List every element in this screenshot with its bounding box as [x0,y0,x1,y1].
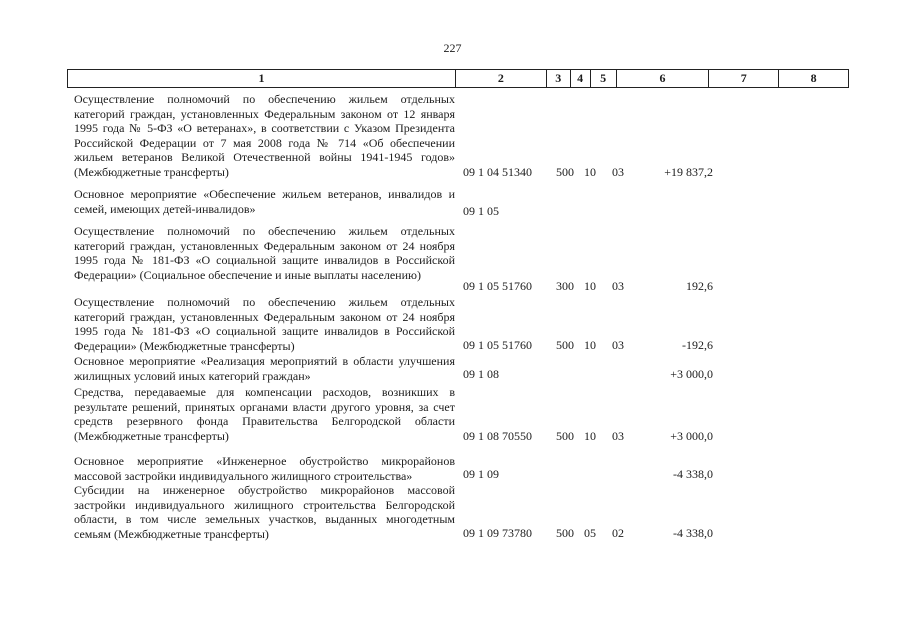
row-vr: 500 [556,526,574,540]
row-code: 09 1 05 51760 [463,279,532,293]
row-rz: 10 [584,279,596,293]
header-col-2: 2 [456,70,547,87]
header-col-1: 1 [68,70,456,87]
row-pr: 02 [612,526,624,540]
row-code: 09 1 04 51340 [463,165,532,179]
row-amount: +3 000,0 [670,367,713,381]
row-description: Средства, передаваемые для компенсации расходов, возникших в результате решений, принятых органами власти другого уровня, за счет средств резервного фонда Правительства Белгородской области (Межбюджетные трансферты) [74,385,455,443]
row-description: Осуществление полномочий по обеспечению жильем отдельных категорий граждан, установленных Федеральным законом от 24 ноября 1995 года № 181-ФЗ «О социальной защите инвалидов в Российской Федерации» (Межбюджетные трансферты) [74,295,455,353]
row-amount: -192,6 [682,338,713,352]
row-rz: 10 [584,338,596,352]
row-amount: +19 837,2 [664,165,713,179]
row-description: Осуществление полномочий по обеспечению жильем отдельных категорий граждан, установленных Федеральным законом от 12 января 1995 года № 5-ФЗ «О ветеранах», в соответствии с Указом Президента Российской Федерации от 7 мая 2008 года № 714 «Об обеспечении жильем ветеранов Великой Отечественной войны 1941-1945 годов» (Межбюджетные трансферты) [74,92,455,179]
row-pr: 03 [612,429,624,443]
row-rz: 10 [584,165,596,179]
row-description: Основное мероприятие «Инженерное обустройство микрорайонов массовой застройки индивидуального жилищного строительства» [74,454,455,483]
row-code: 09 1 08 70550 [463,429,532,443]
row-pr: 03 [612,279,624,293]
row-code: 09 1 05 51760 [463,338,532,352]
header-col-8: 8 [810,71,817,85]
table-header [67,69,849,88]
row-amount: +3 000,0 [670,429,713,443]
row-rz: 10 [584,429,596,443]
row-pr: 03 [612,338,624,352]
header-col-7: 7 [709,70,779,87]
row-rz: 05 [584,526,596,540]
header-col-4: 4 [571,70,591,87]
row-description: Основное мероприятие «Обеспечение жильем ветеранов, инвалидов и семей, имеющих детей-инвалидов» [74,187,455,216]
row-code: 09 1 09 [463,467,499,481]
row-description: Основное мероприятие «Реализация мероприятий в области улучшения жилищных условий иных категорий граждан» [74,354,455,383]
page-number: 227 [443,41,462,55]
row-code: 09 1 08 [463,367,499,381]
header-col-5: 5 [591,70,617,87]
row-code: 09 1 09 73780 [463,526,532,540]
row-amount: -4 338,0 [673,467,713,481]
row-vr: 500 [556,338,574,352]
header-col-3: 3 [547,70,571,87]
row-description: Осуществление полномочий по обеспечению жильем отдельных категорий граждан, установленных Федеральным законом от 24 ноября 1995 года № 181-ФЗ «О социальной защите инвалидов в Российской Федерации» (Социальное обеспечение и иные выплаты населению) [74,224,455,282]
row-amount: -4 338,0 [673,526,713,540]
row-description: Субсидии на инженерное обустройство микрорайонов массовой застройки индивидуального жилищного строительства Белгородской области, в том числе земельных участков, выданных многодетным семьям (Межбюджетные трансферты) [74,483,455,541]
row-vr: 500 [556,429,574,443]
row-pr: 03 [612,165,624,179]
row-amount: 192,6 [686,279,713,293]
row-code: 09 1 05 [463,204,499,218]
row-vr: 500 [556,165,574,179]
header-col-6: 6 [617,70,710,87]
row-vr: 300 [556,279,574,293]
